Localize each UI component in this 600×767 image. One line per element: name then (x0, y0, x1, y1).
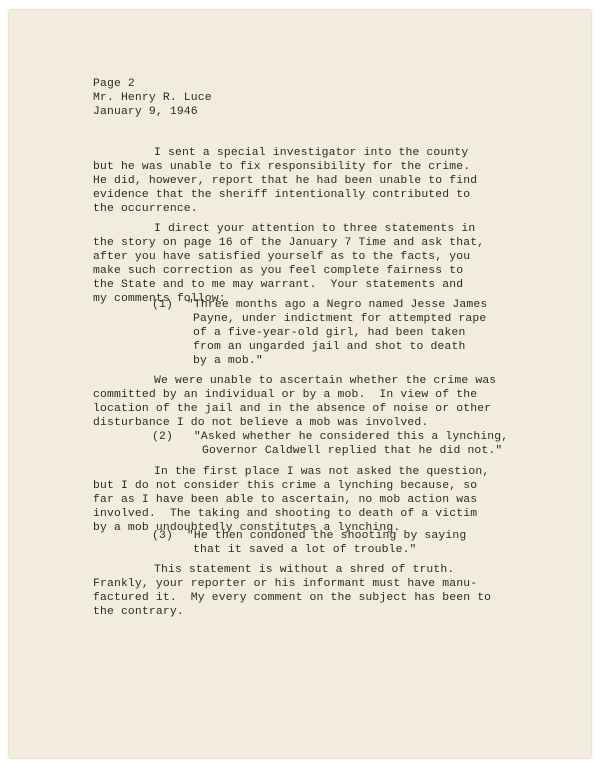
letter-date: January 9, 1946 (93, 106, 198, 118)
paragraph-2-line: after you have satisfied yourself as to the facts, you (93, 251, 471, 263)
paragraph-5-line: factured it. My every comment on the subject has been to (93, 592, 492, 604)
paragraph-1-line: He did, however, report that he had been unable to find (93, 175, 478, 187)
paragraph-4-line: involved. The taking and shooting to death of a victim (93, 508, 478, 520)
paragraph-2-line: make such correction as you feel complete fairness to (93, 265, 464, 277)
paragraph-2-line: I direct your attention to three statements in (154, 223, 476, 235)
paragraph-5-line: Frankly, your reporter or his informant must have manu- (93, 578, 478, 590)
paragraph-1-line: I sent a special investigator into the county (154, 147, 469, 159)
quote-1-line: from an ungarded jail and shot to death (193, 341, 466, 353)
letter-page (9, 10, 591, 758)
quote-1-line: Payne, under indictment for attempted rape (193, 313, 487, 325)
paragraph-5-line: This statement is without a shred of truth. (154, 564, 455, 576)
paragraph-5-line: the contrary. (93, 606, 184, 618)
paragraph-2-line: the State and to me may warrant. Your statements and (93, 279, 464, 291)
paragraph-3-line: We were unable to ascertain whether the crime was (154, 375, 497, 387)
quote-3-line: that it saved a lot of trouble." (193, 544, 417, 556)
paragraph-4-line: but I do not consider this crime a lynching because, so (93, 480, 478, 492)
paragraph-3-line: location of the jail and in the absence of noise or other (93, 403, 492, 415)
quote-2-line: Governor Caldwell replied that he did not." (202, 445, 503, 457)
paragraph-3-line: committed by an individual or by a mob. In view of the (93, 389, 478, 401)
paragraph-4-line: In the first place I was not asked the question, (154, 466, 490, 478)
quote-3-line: (3) "He then condoned the shooting by saying (152, 530, 467, 542)
quote-1-line: by a mob." (193, 355, 263, 367)
addressee: Mr. Henry R. Luce (93, 92, 212, 104)
paragraph-4-line: far as I have been able to ascertain, no mob action was (93, 494, 478, 506)
paragraph-1-line: the occurrence. (93, 203, 198, 215)
quote-1-line: of a five-year-old girl, had been taken (193, 327, 466, 339)
paragraph-1-line: but he was unable to fix responsibility for the crime. (93, 161, 471, 173)
paragraph-2-line: the story on page 16 of the January 7 Time and ask that, (93, 237, 485, 249)
paragraph-4-line: by a mob undoubtedly constitutes a lynching. (93, 522, 401, 534)
paragraph-2-line: my comments follow: (93, 293, 226, 305)
paragraph-3-line: disturbance I do not believe a mob was involved. (93, 417, 429, 429)
quote-2-line: (2) "Asked whether he considered this a lynching, (152, 431, 509, 443)
paragraph-1-line: evidence that the sheriff intentionally contributed to (93, 189, 471, 201)
page-number: Page 2 (93, 78, 135, 90)
quote-1-line: (1) "Three months ago a Negro named Jesse James (152, 299, 488, 311)
